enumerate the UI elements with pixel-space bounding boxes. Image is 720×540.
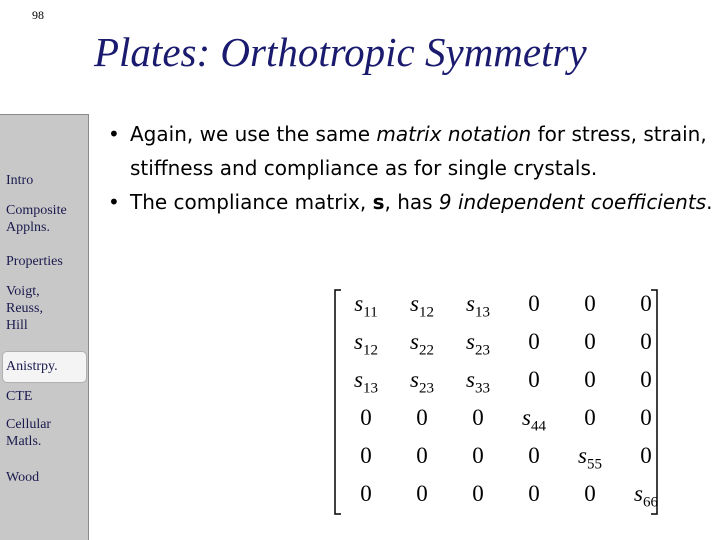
matrix-cell: 0 xyxy=(640,329,652,354)
matrix-cell: $s_{13}$ xyxy=(466,291,490,321)
matrix-cell: 0 xyxy=(416,481,428,506)
nav-item-properties[interactable]: Properties xyxy=(6,254,63,269)
matrix-cell: 0 xyxy=(360,481,372,506)
matrix-cell: 0 xyxy=(360,405,372,430)
matrix-cell: 0 xyxy=(528,367,540,392)
matrix-cell: 0 xyxy=(528,329,540,354)
nav-item-cellular-matls[interactable]: Cellular Matls. xyxy=(6,417,52,449)
matrix-cell: 0 xyxy=(584,481,596,506)
bullet-list xyxy=(106,117,716,219)
matrix-cell: $s_{23}$ xyxy=(466,329,490,359)
matrix-cell: $s_{44}$ xyxy=(522,405,546,435)
matrix-cell: $s_{55}$ xyxy=(578,443,602,473)
sidebar-nav xyxy=(0,114,89,540)
matrix-cell: 0 xyxy=(472,405,484,430)
matrix-cell: 0 xyxy=(584,329,596,354)
matrix-cell: 0 xyxy=(640,291,652,316)
matrix-cell: $s_{12}$ xyxy=(410,291,434,321)
matrix-cell: $s_{13}$ xyxy=(354,367,378,397)
bullet-item: • The compliance matrix, s, has 9 independent coefficients. xyxy=(106,185,716,219)
matrix-cell: 0 xyxy=(416,443,428,468)
matrix-cell: 0 xyxy=(472,481,484,506)
matrix-cell: 0 xyxy=(640,405,652,430)
matrix-cell: 0 xyxy=(584,367,596,392)
bullet-dot-icon: • xyxy=(108,122,120,146)
slide-title: Plates: Orthotropic Symmetry xyxy=(94,29,587,75)
matrix-cell: 0 xyxy=(360,443,372,468)
matrix-cell: $s_{12}$ xyxy=(354,329,378,359)
matrix-cell: 0 xyxy=(584,405,596,430)
nav-item-intro[interactable]: Intro xyxy=(6,173,34,188)
matrix-cell: $s_{33}$ xyxy=(466,367,490,397)
matrix-cell: 0 xyxy=(640,367,652,392)
matrix-cell: 0 xyxy=(416,405,428,430)
compliance-matrix xyxy=(332,287,662,517)
nav-item-cte[interactable]: CTE xyxy=(6,389,33,404)
matrix-cell: $s_{11}$ xyxy=(354,291,378,321)
matrix-cell: $s_{23}$ xyxy=(410,367,434,397)
slide-number: 98 xyxy=(32,8,44,22)
matrix-cell: 0 xyxy=(472,443,484,468)
bullet-item: • Again, we use the same matrix notation for stress, strain, stiffness and compliance as for single crystals. xyxy=(106,117,716,185)
matrix-cell: 0 xyxy=(640,443,652,468)
matrix-cell: $s_{66}$ xyxy=(634,481,658,511)
nav-item-voigt-reuss-hill[interactable]: Voigt, Reuss, Hill xyxy=(6,284,43,333)
matrix-cell: 0 xyxy=(528,291,540,316)
bullet-dot-icon: • xyxy=(108,190,120,214)
matrix-cell: $s_{22}$ xyxy=(410,329,434,359)
nav-item-composite-applns[interactable]: Composite Applns. xyxy=(6,203,67,235)
matrix-cell: 0 xyxy=(528,443,540,468)
matrix-cell: 0 xyxy=(584,291,596,316)
nav-item-anistrpy[interactable]: Anistrpy. xyxy=(6,359,58,374)
matrix-cell: 0 xyxy=(528,481,540,506)
nav-item-wood[interactable]: Wood xyxy=(6,470,40,485)
